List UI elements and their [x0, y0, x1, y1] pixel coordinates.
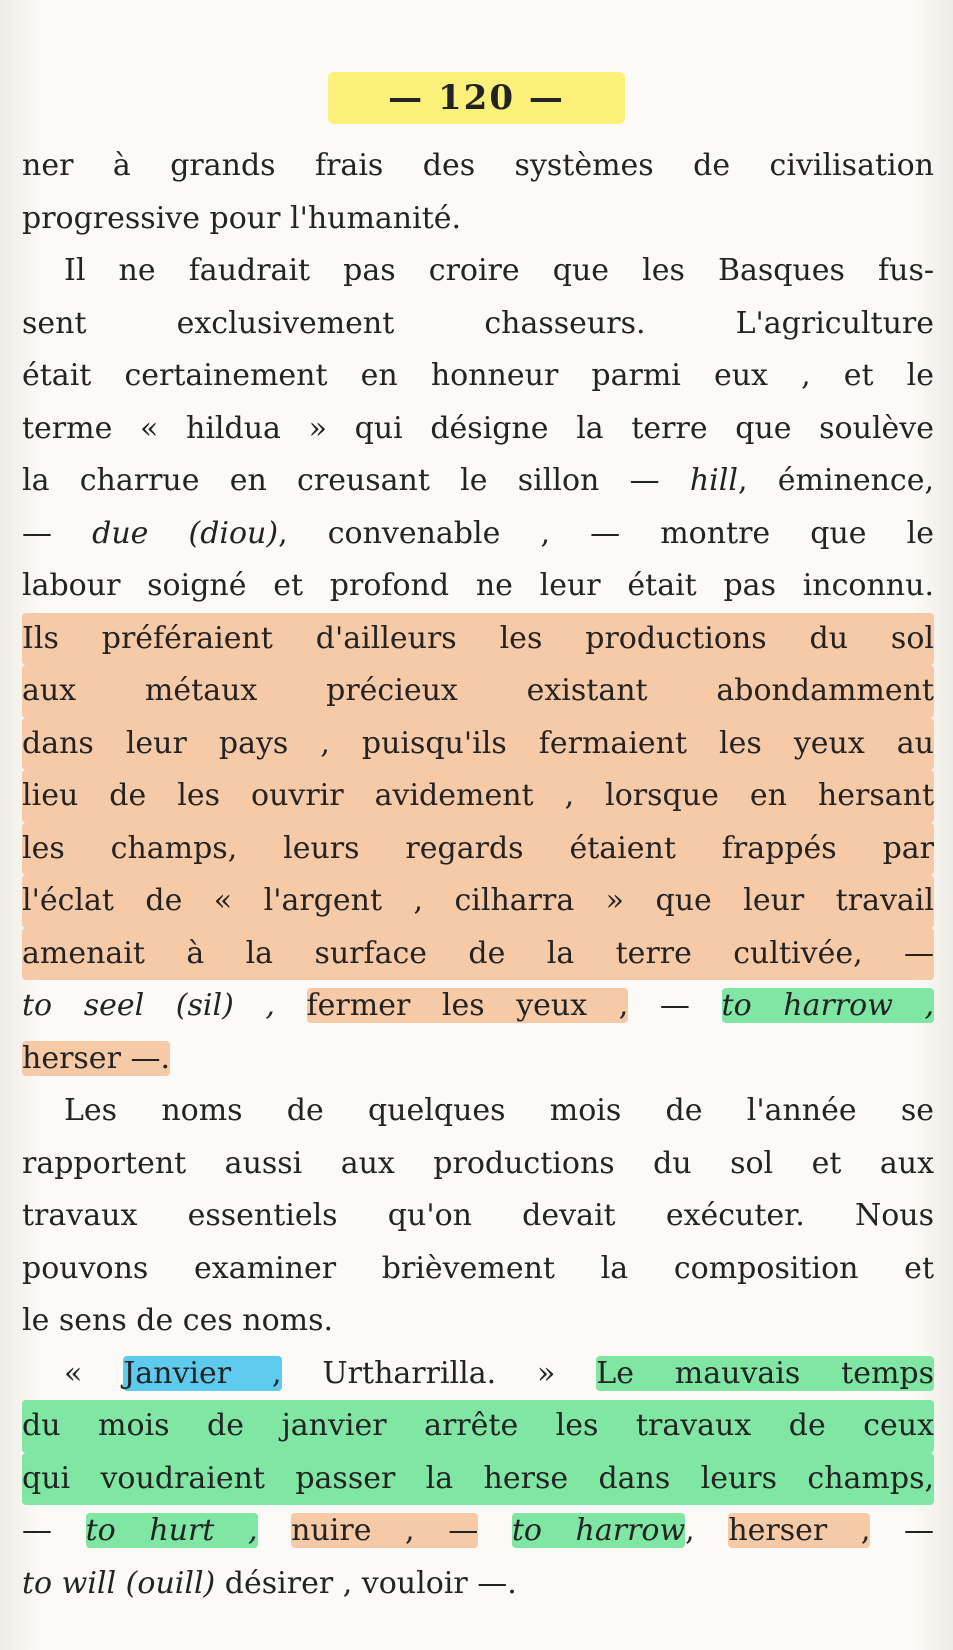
text-line: la charrue en creusant le sillon — hill, éminence,: [22, 463, 935, 498]
highlighted-line: dans leur pays , puisqu'ils fermaient les yeux au: [22, 718, 934, 771]
highlighted-line: qui voudraient passer la herse dans leurs champs,: [22, 1453, 934, 1506]
italic-term: (ouill): [125, 1565, 216, 1601]
highlighted-line: aux métaux précieux existant abondamment: [22, 665, 934, 718]
highlight-green: to harrow ,: [721, 988, 935, 1023]
highlighted-line: les champs, leurs regards étaient frappés par: [22, 823, 934, 876]
italic-term: hill: [689, 463, 738, 498]
text-line: to will (ouill) désirer , vouloir —.: [22, 1565, 517, 1601]
text-line: labour soigné et profond ne leur était pas inconnu.: [22, 568, 934, 603]
text-line: rapportent aussi aux productions du sol et aux: [22, 1145, 934, 1181]
text-line: [22, 1033, 934, 1086]
text-line: le sens de ces noms.: [22, 1303, 334, 1338]
highlight-blue: Janvier ,: [123, 1355, 282, 1391]
highlighted-line: Ils préféraient d'ailleurs les productions du sol: [22, 613, 934, 666]
text-line: to seel (sil) , fermer les yeux , — to harrow ,: [22, 988, 935, 1023]
highlighted-line: lieu de les ouvrir avidement , lorsque en hersant: [22, 770, 934, 823]
text-line: travaux essentiels qu'on devait exécuter. Nous: [22, 1198, 934, 1233]
text-line: progressive pour l'humanité.: [22, 200, 462, 236]
highlighted-line: l'éclat de « l'argent , cilharra » que leur travail: [22, 875, 934, 928]
text-line: Les noms de quelques mois de l'année se: [64, 1093, 934, 1128]
highlight-green: to harrow: [511, 1513, 686, 1548]
highlighted-line: amenait à la surface de la terre cultivée, —: [22, 928, 934, 981]
italic-term: to will: [22, 1565, 117, 1601]
text-line: pouvons examiner brièvement la composition et: [22, 1250, 934, 1286]
text-line: sent exclusivement chasseurs. L'agriculture: [22, 305, 934, 341]
text-line: ner à grands frais des systèmes de civilisation: [22, 148, 934, 183]
highlight-orange: herser ,: [728, 1513, 871, 1548]
text-line: était certainement en honneur parmi eux , et le: [22, 358, 934, 393]
highlight-orange: nuire , —: [291, 1513, 479, 1548]
italic-term: to seel (sil) ,: [22, 988, 275, 1023]
page-number: — 120 —: [0, 78, 953, 118]
text-line: — to hurt , nuire , — to harrow, herser , —: [22, 1513, 934, 1548]
text-line: « Janvier , Urtharrilla. » Le mauvais temps: [64, 1355, 935, 1391]
body-text: [22, 140, 934, 1610]
italic-term: due (diou): [92, 515, 279, 551]
text-line: terme « hildua » qui désigne la terre que soulève: [22, 410, 934, 446]
highlight-green: to hurt ,: [85, 1513, 258, 1548]
highlight-orange: herser —.: [22, 1040, 170, 1076]
highlight-green: Le mauvais temps: [596, 1355, 935, 1391]
text-line: — due (diou), convenable , — montre que le: [22, 515, 934, 551]
highlighted-line: du mois de janvier arrête les travaux de ceux: [22, 1400, 934, 1453]
text-line: Il ne faudrait pas croire que les Basques fus-: [64, 253, 934, 288]
highlight-orange: fermer les yeux ,: [306, 988, 629, 1023]
